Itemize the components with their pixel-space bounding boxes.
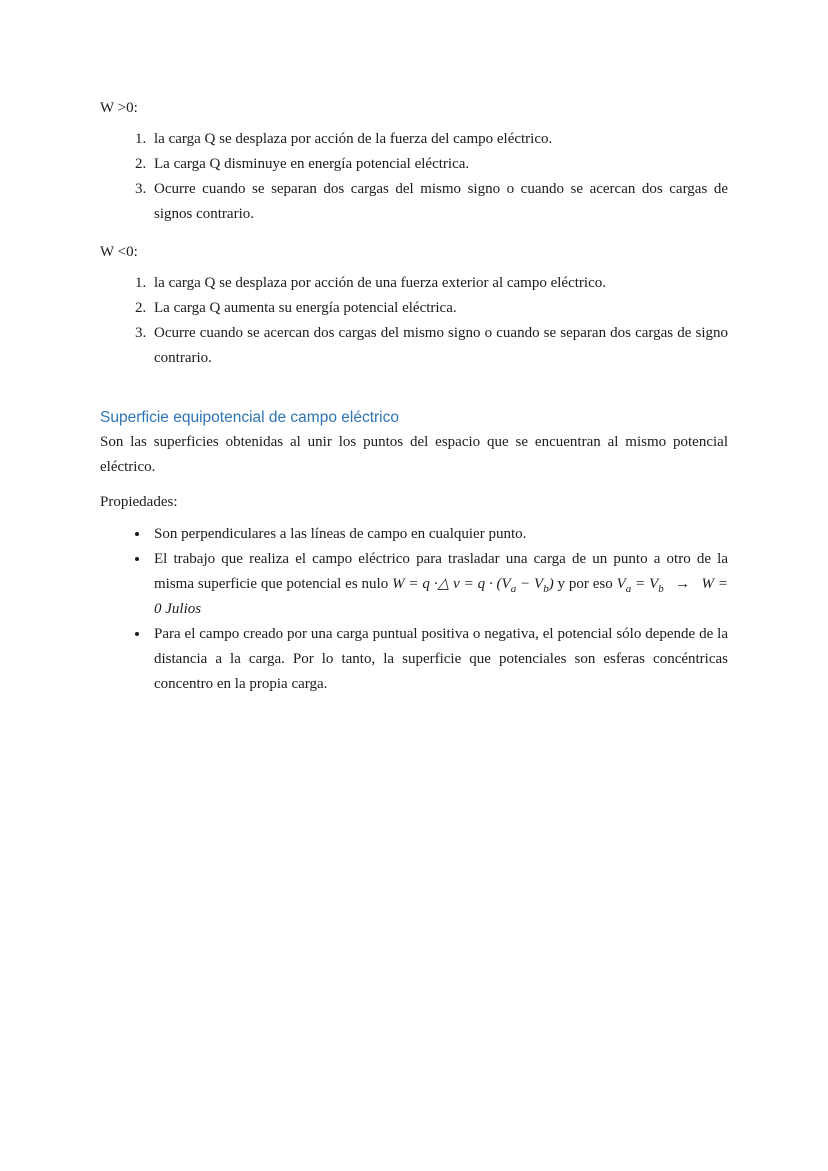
formula-part: W = q ·△ v = q · (V [392,576,511,592]
list-item: 2. La carga Q disminuye en energía potencial eléctrica. [150,152,728,177]
formula-subscript: a [625,583,632,595]
list-item: • Son perpendiculares a las líneas de campo en cualquier punto. [150,522,728,547]
w-negative-list [100,271,728,371]
list-item: 3. Ocurre cuando se separan dos cargas del mismo signo o cuando se acercan dos cargas de signos contrario. [150,177,728,227]
formula-part: − V [516,576,544,592]
section-heading: Superficie equipotencial de campo eléctrico [100,409,399,426]
properties-list [100,522,728,697]
list-item: 1. la carga Q se desplaza por acción de la fuerza del campo eléctrico. [150,127,728,152]
formula-part: ) [548,576,554,592]
list-item: • Para el campo creado por una carga puntual positiva o negativa, el potencial sólo depende de la distancia a la carga. Por lo tanto, la superficie que potenciales son esferas concéntricas concentro en la propia carga. [150,622,728,697]
formula-part: V [616,576,626,592]
w-negative-heading: W <0: [100,244,138,260]
list-item: 1. la carga Q se desplaza por acción de una fuerza exterior al campo eléctrico. [150,271,728,296]
w-positive-list [100,127,728,227]
properties-label: Propiedades: [100,494,178,510]
formula-subscript: b [543,583,549,595]
list-item: 3. Ocurre cuando se acercan dos cargas del mismo signo o cuando se separan dos cargas de signo contrario. [150,321,728,371]
formula-subscript: b [658,583,664,595]
w-positive-heading: W >0: [100,100,138,116]
formula-lead-text: El trabajo que realiza el campo eléctrico para trasladar una carga de un punto a otro de la misma superficie que potencial es nulo [154,551,728,592]
formula-part: = V [631,576,659,592]
formula-mid-text: y por eso [553,576,617,592]
formula-part: → W = 0 Julios [154,576,728,617]
intro-paragraph: Son las superficies obtenidas al unir los puntos del espacio que se encuentran al mismo potencial eléctrico. [100,434,728,475]
list-item-with-formula [150,547,728,622]
formula-subscript: a [510,583,517,595]
list-item: 2. La carga Q aumenta su energía potencial eléctrica. [150,296,728,321]
